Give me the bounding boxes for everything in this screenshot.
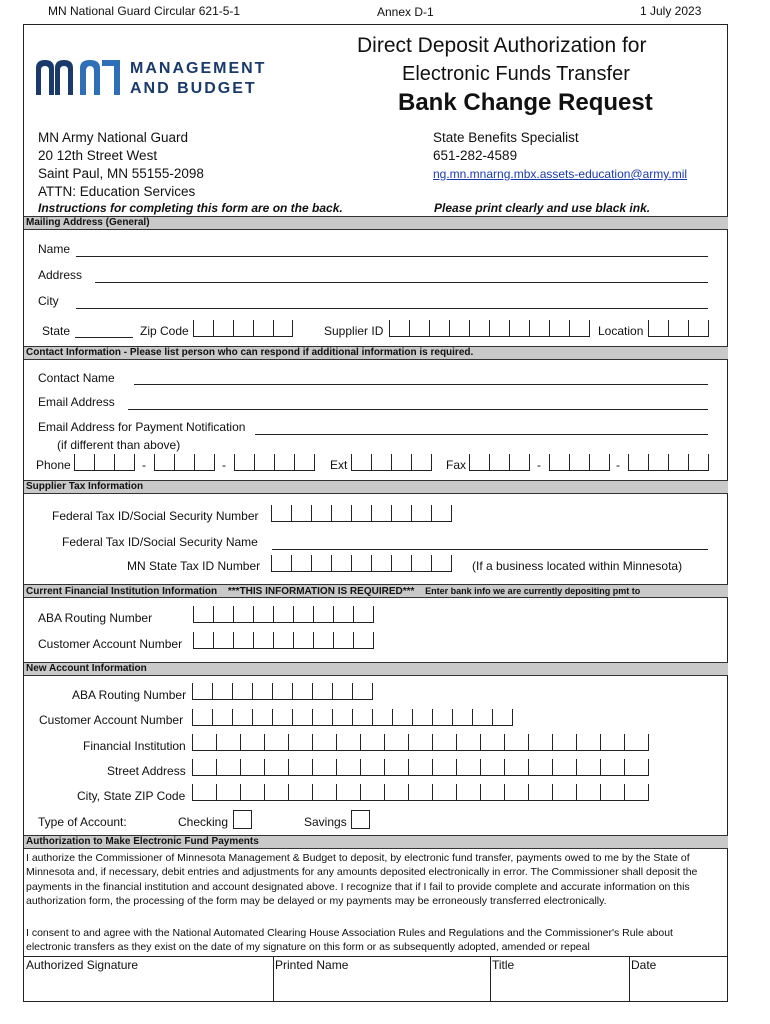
address-line1: MN Army National Guard [38,130,189,145]
title-field[interactable] [491,972,629,1001]
contact-name-label: Contact Name [38,371,115,385]
date-label: Date [631,958,657,972]
fax-dash-2: - [616,458,620,472]
fein-label: Federal Tax ID/Social Security Number [52,509,259,523]
location-label: Location [598,324,644,338]
phone-prefix-boxes[interactable] [154,454,215,471]
section-supplier-tax: Supplier Tax Information [24,480,728,494]
fein-boxes[interactable] [271,505,452,522]
state-field[interactable] [75,337,133,338]
form-title-line1: Direct Deposit Authorization for [357,34,647,57]
fax-label: Fax [446,458,467,472]
contact-name-field[interactable] [134,384,708,385]
authorization-paragraph-2: I consent to and agree with the National Automated Clearing House Association Rules and Regulations and the Commissioner's Rule about electronic transfers as they exist on the date of my signature on this form or as subsequently adopted, amended or repeal [26,927,673,954]
fax-prefix-boxes[interactable] [549,454,610,471]
new-aba-label: ABA Routing Number [72,688,187,702]
section-new-account: New Account Information [24,662,728,676]
signature-row-divider [24,956,728,957]
notification-email-field[interactable] [255,434,708,435]
phone-dash-1: - [142,458,146,472]
annex-label: Annex D-1 [377,5,434,19]
notification-email-label: Email Address for Payment Notification [38,420,246,434]
section-mailing-address: Mailing Address (General) [24,216,728,230]
city-state-zip-label: City, State ZIP Code [77,789,186,803]
new-aba-boxes[interactable] [192,683,373,700]
name-label: Name [38,242,71,256]
savings-checkbox[interactable] [351,810,370,829]
title-label: Title [492,958,515,972]
form-title-main: Bank Change Request [398,89,653,116]
institution-boxes[interactable] [192,734,649,751]
city-state-zip-boxes[interactable] [192,784,649,801]
new-account-label: Customer Account Number [39,713,184,727]
fax-line-boxes[interactable] [628,454,709,471]
section-authorization: Authorization to Make Electronic Fund Payments [24,835,728,849]
location-boxes[interactable] [648,320,709,337]
current-aba-label: ABA Routing Number [38,611,153,625]
logo-text-line2: AND BUDGET [130,80,257,97]
section-current-financial [24,584,728,598]
address-line3: Saint Paul, MN 55155-2098 [38,166,204,181]
phone-dash-2: - [222,458,226,472]
current-bank-note: Enter bank info we are currently depositing pmt to [425,586,641,596]
state-label: State [42,324,71,338]
mmb-logo-icon [36,58,122,96]
fax-dash-1: - [537,458,541,472]
email-label: Email Address [38,395,115,409]
name-field[interactable] [76,256,708,257]
section-contact-information: Contact Information - Please list person who can respond if additional information is required. [24,346,728,360]
signature-field[interactable] [24,972,273,1001]
current-aba-boxes[interactable] [193,606,374,623]
current-account-boxes[interactable] [193,632,374,649]
email-field[interactable] [128,409,708,410]
required-note: ***THIS INFORMATION IS REQUIRED*** [227,586,415,597]
current-financial-title: Current Financial Institution Information [26,586,218,597]
date-field[interactable] [630,972,727,1001]
form-title-line2: Electronic Funds Transfer [402,63,630,85]
fax-area-boxes[interactable] [469,454,530,471]
ext-boxes[interactable] [351,454,432,471]
authorized-signature-label: Authorized Signature [26,958,139,972]
specialist-title: State Benefits Specialist [433,130,579,145]
street-label: Street Address [107,764,186,778]
phone-line-boxes[interactable] [234,454,315,471]
phone-label: Phone [36,458,71,472]
city-label: City [38,294,59,308]
checking-label: Checking [178,815,229,829]
specialist-phone: 651-282-4589 [433,148,518,163]
address-line4: ATTN: Education Services [38,184,196,199]
fein-name-field[interactable] [272,549,708,550]
notification-email-sublabel: (if different than above) [57,438,181,452]
state-tax-id-note: (If a business located within Minnesota) [472,559,683,573]
state-tax-id-boxes[interactable] [271,555,452,572]
phone-area-boxes[interactable] [74,454,135,471]
printed-name-label: Printed Name [275,958,349,972]
zip-label: Zip Code [140,324,189,338]
savings-label: Savings [304,815,347,829]
institution-label: Financial Institution [83,739,186,753]
street-boxes[interactable] [192,759,649,776]
issue-date: 1 July 2023 [640,4,702,18]
current-account-label: Customer Account Number [38,637,183,651]
address-field[interactable] [95,282,708,283]
ink-note: Please print clearly and use black ink. [434,201,651,215]
specialist-email-link[interactable]: ng.mn.mnarng.mbx.assets-education@army.mil [433,167,688,181]
state-tax-id-label: MN State Tax ID Number [127,559,261,573]
logo-text-line1: MANAGEMENT [130,60,267,77]
city-field[interactable] [76,308,708,309]
new-account-boxes[interactable] [192,709,513,726]
account-type-label: Type of Account: [38,815,127,829]
address-label: Address [38,268,83,282]
fein-name-label: Federal Tax ID/Social Security Name [62,535,258,549]
supplier-id-label: Supplier ID [324,324,384,338]
address-line2: 20 12th Street West [38,148,158,163]
checking-checkbox[interactable] [233,810,252,829]
printed-name-field[interactable] [274,972,490,1001]
supplier-id-boxes[interactable] [389,320,590,337]
ext-label: Ext [330,458,348,472]
circular-number: MN National Guard Circular 621-5-1 [48,4,241,18]
instructions-note: Instructions for completing this form are on the back. [38,201,343,215]
zip-code-boxes[interactable] [193,320,293,337]
authorization-paragraph-1: I authorize the Commissioner of Minnesota Management & Budget to deposit, by electronic fund transfer, payments owed to me by the State of Minnesota and, if necessary, debit entries and adjustments for any amounts deposited electronically in error. The Commissioner shall deposit the payments in the financial institution and account designated above. I recognize that if I fail to provide complete and accurate information on this authorization form, the processing of the form may be delayed or my payments may be erroneously transferred electronically. [26,852,698,908]
